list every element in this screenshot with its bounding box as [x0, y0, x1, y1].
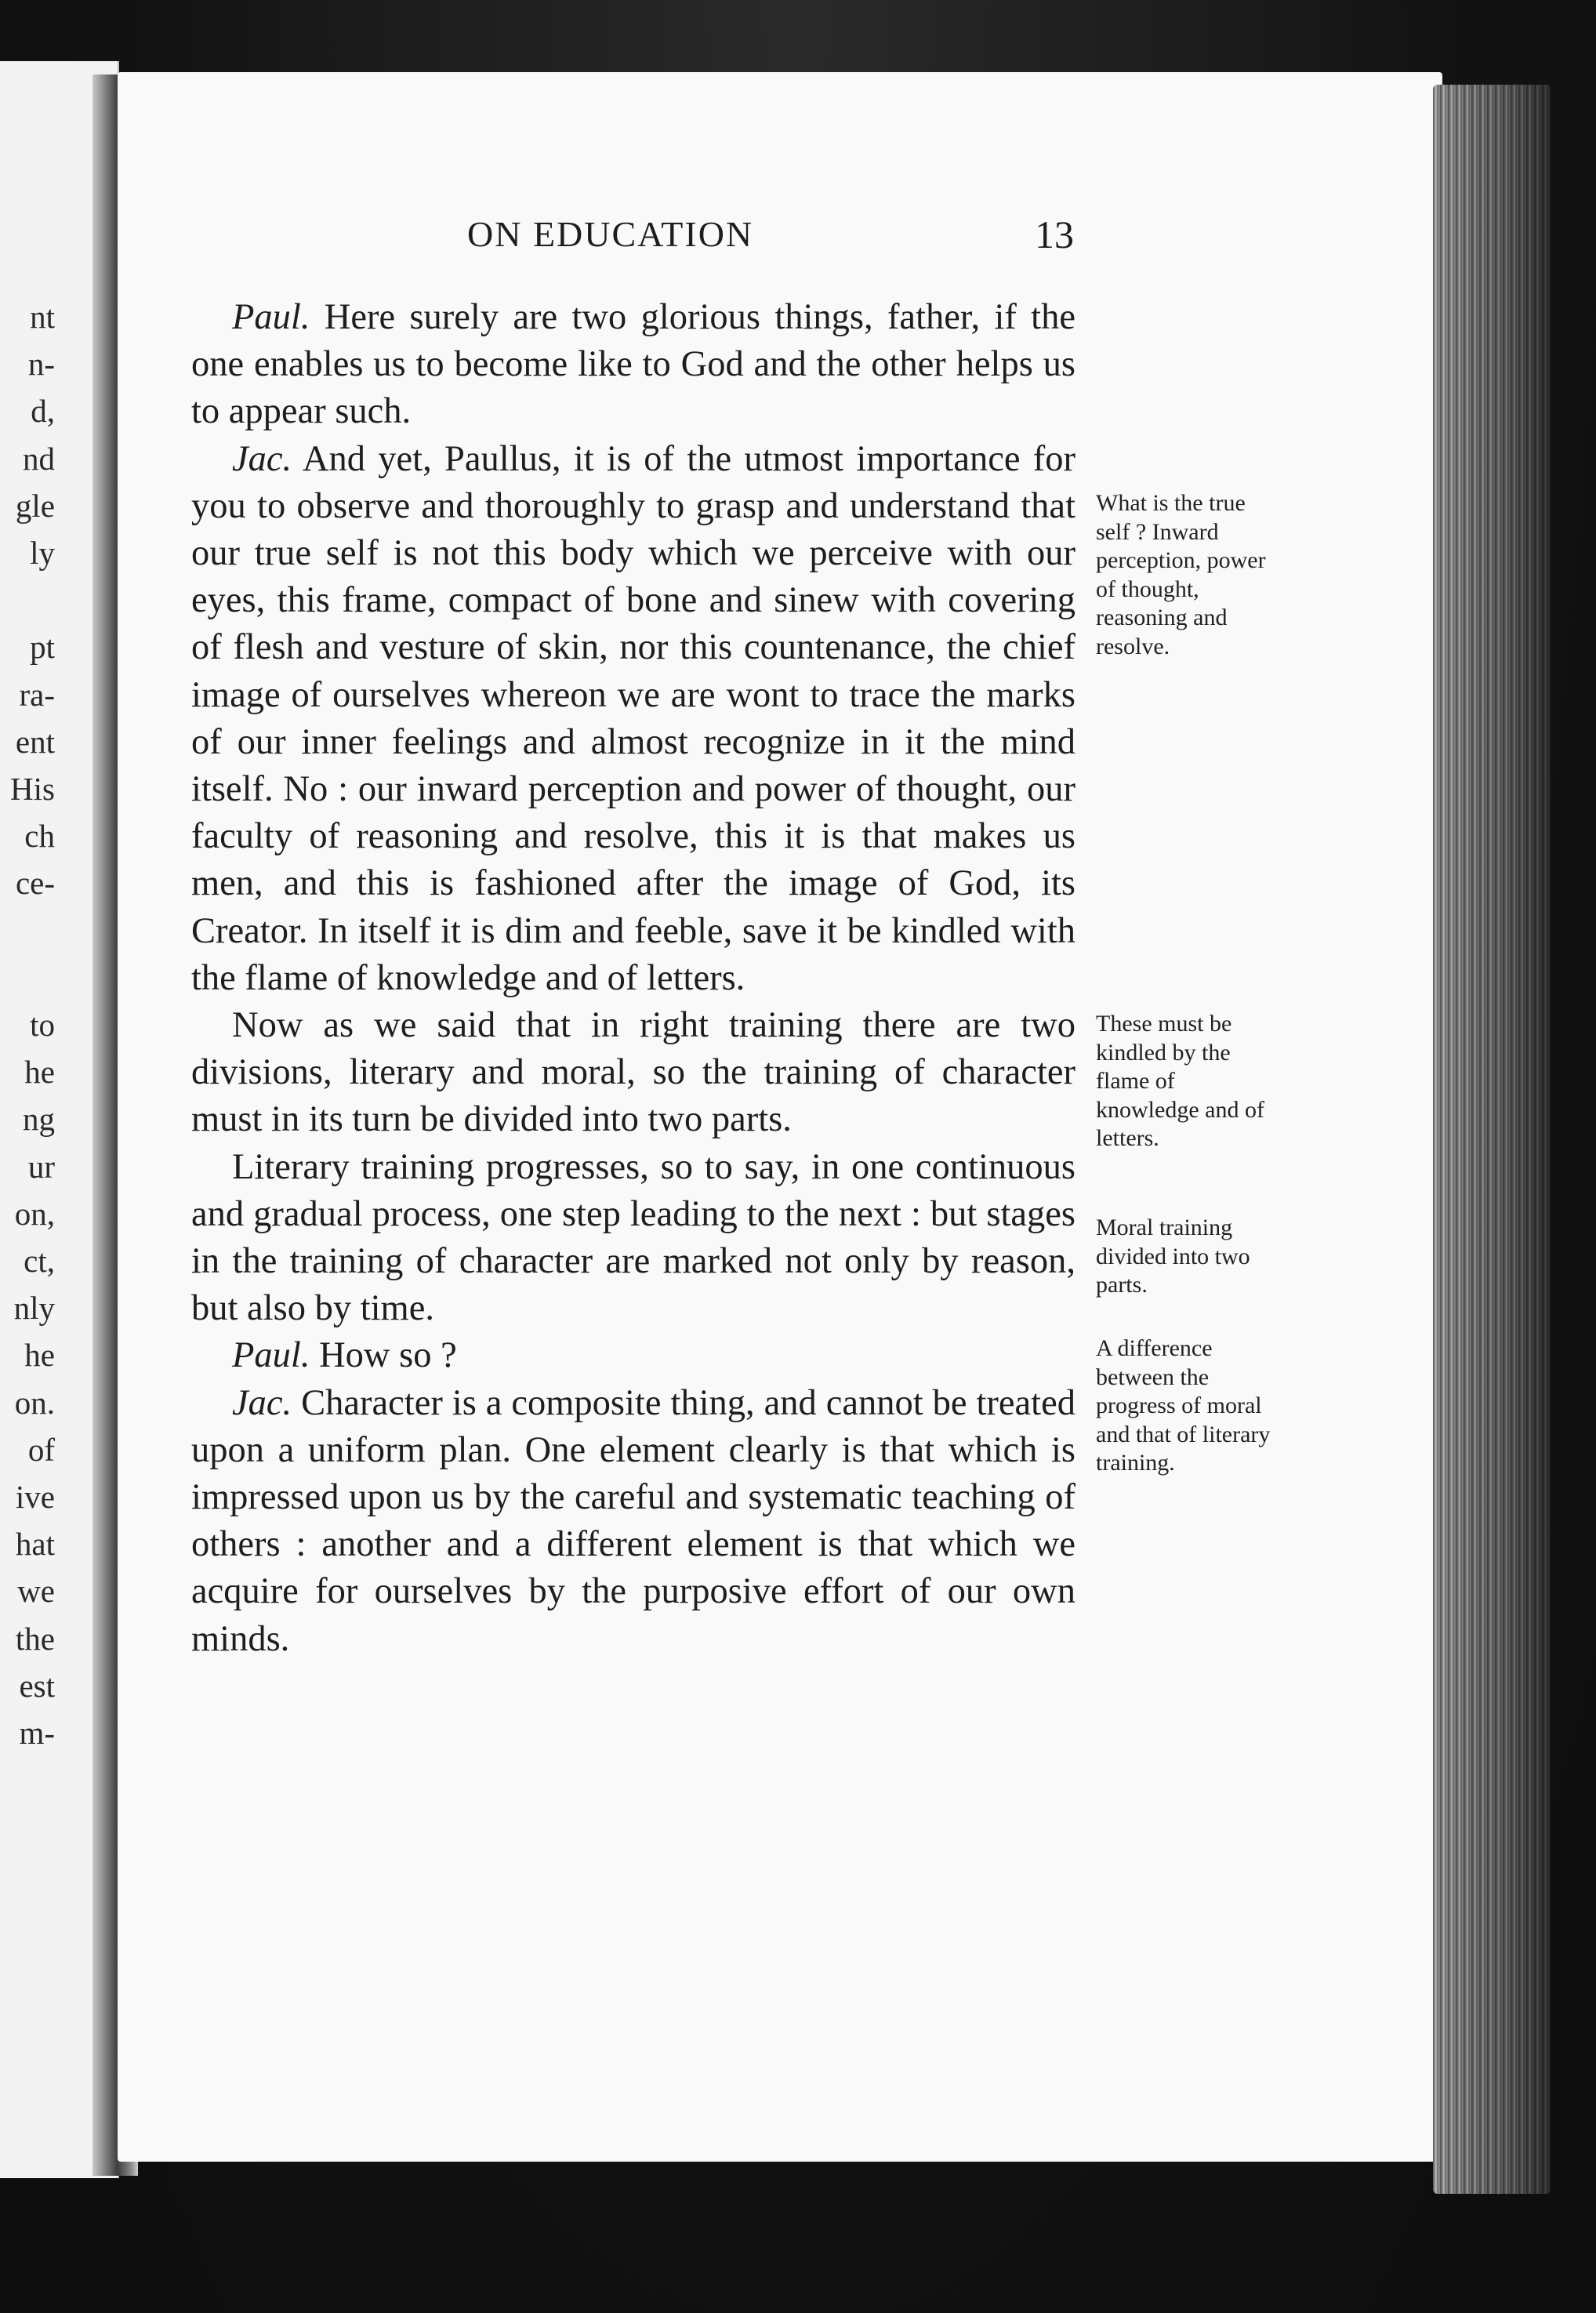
margin-note: A difference between the progress of moral and that of literary training. [1096, 1335, 1271, 1476]
facing-page-fragment: ur [27, 1148, 55, 1185]
paragraph-text: Here surely are two glorious things, father, if the one enables us to become like to God and the other helps us to appear such. [191, 297, 1075, 432]
facing-page-fragment: on. [14, 1384, 55, 1421]
facing-page-fragment: ng [23, 1101, 55, 1138]
paragraph [191, 1002, 1075, 1144]
margin-note: What is the true self ? Inward perception, power of thought, reasoning and resolve. [1096, 490, 1266, 659]
speaker-label: Paul. [232, 297, 310, 337]
facing-page-fragment: he [24, 1337, 55, 1374]
facing-page-fragment: ive [15, 1479, 55, 1515]
margin-note: Moral training divided into two parts. [1096, 1215, 1250, 1298]
facing-page-fragment: nd [23, 440, 55, 477]
facing-page-fragment: m- [19, 1715, 55, 1751]
facing-page-fragment: we [17, 1573, 55, 1610]
facing-page-fragment: ce- [15, 865, 55, 902]
facing-page-fragment: gle [15, 487, 55, 524]
facing-page-fragment: of [27, 1431, 55, 1468]
facing-page-fragment: ct, [24, 1243, 55, 1279]
facing-page-fragment: hat [15, 1526, 55, 1563]
paragraph [191, 1144, 1075, 1333]
facing-page-fragment: nt [30, 299, 55, 335]
facing-page-fragment: to [30, 1007, 55, 1043]
paragraph [191, 436, 1075, 1002]
facing-page-fragment: ly [30, 535, 55, 571]
facing-page-fragment: His [10, 771, 55, 807]
running-head: ON EDUCATION [467, 214, 754, 254]
facing-page-fragment: ra- [19, 676, 55, 713]
speaker-label: Jac. [232, 1382, 292, 1423]
paragraph-text: Character is a composite thing, and cannot be treated upon a uniform plan. One element clearly is that which is impressed upon us by the careful and systematic teaching of others : another and a different element is that which we acquire for ourselves by the purposive effort of our own minds. [191, 1382, 1075, 1659]
facing-page-fragment: pt [30, 629, 55, 666]
paragraph-text: Now as we said that in right training there are two divisions, literary and moral, so the training of character must in its turn be divided into two parts. [191, 1005, 1075, 1140]
paragraph-text: And yet, Paullus, it is of the utmost importance for you to observe and thoroughly to grasp and understand that our true self is not this body which we perceive with our eyes, this frame, compact of bone and sinew with covering of flesh and vesture of skin, nor this countenance, the chief image of ourselves whereon we are wont to trace the marks of our inner feelings and almost recognize in it the mind itself. No : our inward perception and power of thought, our faculty of reasoning and resolve, this it is that makes us men, and this is fashioned after the image of God, its Creator. In itself it is dim and feeble, save it be kindled with the flame of knowledge and of letters. [191, 438, 1075, 998]
body-text [191, 294, 1075, 1663]
speaker-label: Jac. [232, 438, 292, 479]
facing-page-fragment: nly [13, 1290, 55, 1327]
fore-edge-shadow [1433, 85, 1551, 2194]
paragraph [191, 1332, 1075, 1379]
facing-page-fragment: d, [31, 393, 55, 430]
speaker-label: Paul. [232, 1335, 310, 1376]
facing-page-fragment: est [19, 1667, 55, 1704]
paragraph [191, 294, 1075, 436]
margin-note: These must be kindled by the flame of knowledge and of letters. [1096, 1011, 1264, 1151]
paragraph-text: Literary training progresses, so to say, in one continuous and gradual process, one step leading to the next : but stages in the training of character are marked not only by reason, but also by time. [191, 1146, 1075, 1329]
facing-page-fragment: he [24, 1054, 55, 1091]
paragraph [191, 1380, 1075, 1663]
facing-page-fragment: ch [24, 818, 55, 855]
page-number: 13 [1035, 212, 1074, 256]
facing-page-fragment: n- [27, 346, 55, 383]
facing-page-fragment: ent [15, 723, 55, 760]
facing-page-fragment: on, [14, 1195, 55, 1232]
facing-page-fragment: the [15, 1620, 55, 1657]
paragraph-text: How so ? [310, 1335, 457, 1376]
